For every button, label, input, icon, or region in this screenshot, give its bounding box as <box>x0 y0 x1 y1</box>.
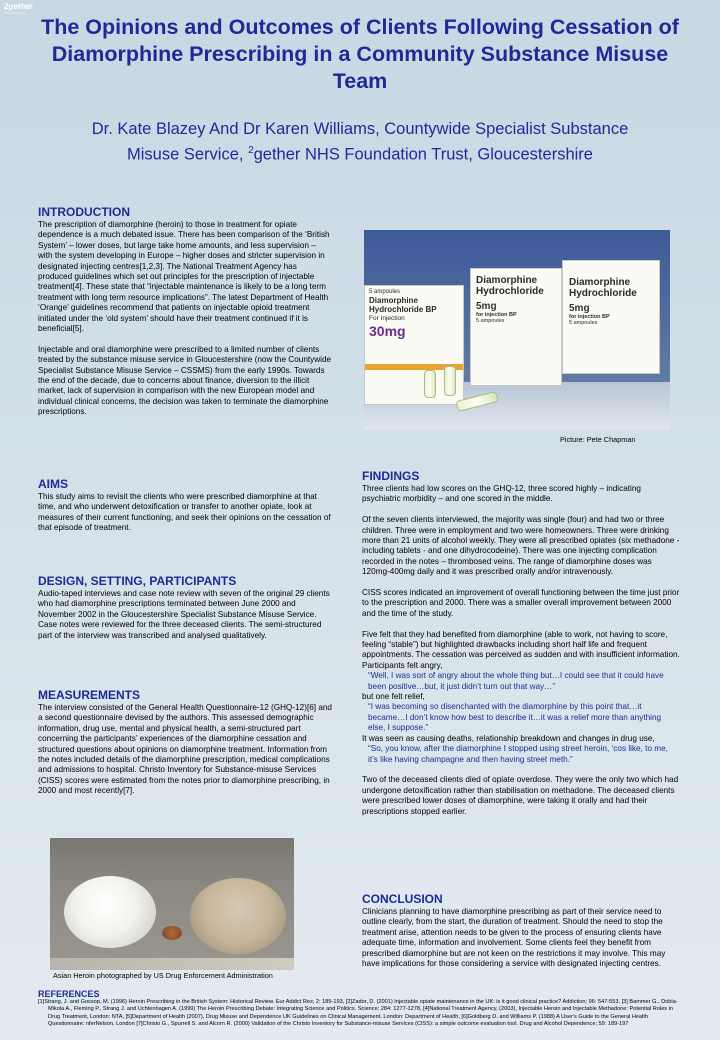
ampoule-1 <box>424 370 436 398</box>
findings-paragraph-2: Of the seven clients interviewed, the majority was single (four) and had two or three children. Three were in employment and two were homeowners. Three were drinking more than 21 units of alcohol weekly. They were all prescribed opiates (six methadone - including tablets - and one dihydrocodeine). There was one injecting complication recorded in the notes – thrombosed veins. The range of diamorphine doses was 120mg-400mg daily and it was prescribed orally and/or intravenously. <box>362 515 680 577</box>
conclusion-heading: CONCLUSION <box>362 892 443 906</box>
box-5mg-back <box>562 260 660 374</box>
box-30mg-dose: 30mg <box>369 323 406 339</box>
references-section <box>38 989 684 1029</box>
aims-section <box>38 478 332 544</box>
heroin-powder-photo <box>50 838 294 970</box>
box-5mg-back-dose: 5mg <box>569 303 590 314</box>
box-30mg-count: 5 ampoules <box>369 289 401 295</box>
design-heading: DESIGN, SETTING, PARTICIPANTS <box>38 574 237 588</box>
conclusion-paragraph: Clinicians planning to have diamorphine prescribing as part of their service need to outline clearly, from the start, the duration of treatment. Should the need to stop the treatment arise, attention needs to be given to the process of ensuring clients have adequate time, information and involvement. Some clients feel they benefit from prescribed diamorphine but are not keen on the restrictions it may involve. This may have implications for those considering a service with designated injecting centres. <box>362 907 666 969</box>
measurements-paragraph: The interview consisted of the General Health Questionnaire-12 (GHQ-12)[6] and a second questionnaire devised by the authors. This assessed demographic information, drug use, mental and physical health, a semi-structured part concerning the participants’ experiences of the diamorphine cessation and structured questions about opinions on diamorphine treatment. Information from the notes included details of the diamorphine prescription, medical complications and admissions to hospital. Christo Inventory for Substance-misuse Services (CISS) scores were estimated from the notes prior to diamorphine prescribing, in 2000 and most recently[7]. <box>38 703 332 796</box>
introduction-paragraph-1: The prescription of diamorphine (heroin) to those in treatment for opiate dependence is a much debated issue. There has been comparison of the ‘British System’ – lower doses, but large take home amounts, and less supervision – with the system developing in Europe – higher doses and stricter supervision in designated injecting centres[1,2,3]. The National Treatment Agency has produced guidelines which set out principles for the prescription of injectable treatment[4]. These state that “injectable maintenance is likely to be a long term treatment with long term resource implications”. The latest Department of Health ‘Orange’ guidelines recommend that patients on injectable opioid treatment initiated under the ‘old system’ should have their treatment continued if it is beneficial[5]. <box>38 220 330 334</box>
authors-line-2 <box>30 140 690 166</box>
box-5mg-front <box>470 268 562 386</box>
diamorphine-boxes-photo <box>364 230 670 430</box>
box-5mg-front-sub: for injection BP <box>476 312 517 318</box>
box-5mg-back-sub: for injection BP <box>569 314 610 320</box>
measurements-section <box>38 689 332 807</box>
photo1-caption: Picture: Pete Chapman <box>560 435 636 444</box>
introduction-heading: INTRODUCTION <box>38 205 130 219</box>
findings-quote-1: “Well, I was sort of angry about the whole thing but…I could see that it could have been positive…but, it just didn’t turn out that way…” <box>368 671 664 691</box>
white-powder-pile <box>64 876 156 948</box>
poster-title: The Opinions and Outcomes of Clients Following Cessation of Diamorphine Prescribing in a Community Substance Misuse Team <box>41 15 679 93</box>
logo-brand: 2gether <box>4 2 33 11</box>
findings-section <box>362 470 680 827</box>
findings-text-3: It was seen as causing deaths, relationship breakdown and changes in drug use, <box>362 733 655 743</box>
coin <box>162 926 182 940</box>
findings-paragraph-5: Two of the deceased clients died of opiate overdose. They were the only two which had undergone detoxification rather than stabilisation on methadone. The deceased clients were prescribed lower doses of diamorphine, were taking it orally and had their prescriptions stopped earlier. <box>362 775 679 816</box>
box-30mg-sub: For Injection <box>369 315 405 322</box>
box-5mg-front-dose: 5mg <box>476 301 497 312</box>
findings-text-2: but one felt relief, <box>362 692 425 702</box>
ruler-strip <box>50 958 294 970</box>
box-30mg-name: Diamorphine Hydrochloride BP <box>369 296 437 314</box>
aims-paragraph: This study aims to revisit the clients who were prescribed diamorphine at that time, and who underwent detoxification or transfer to another opiate, look at measures of their current functioning, and seek their opinions on the cessation of that episode of treatment. <box>38 492 331 533</box>
introduction-paragraph-2: Injectable and oral diamorphine were prescribed to a limited number of clients treated by the substance misuse service in Gloucestershire (now the Countywide Specialist Substance Misuse Service – CSSMS) from the early 1990s. Towards the end of the decade, due to concerns about finance, diversion to the illicit market, lack of supervision in comparison with the new European model and individual clinical concerns, the decision was taken to terminate the diamorphine prescriptions. <box>38 344 332 417</box>
logo-tagline: making life better <box>4 11 27 15</box>
authors-line-2-post: gether NHS Foundation Trust, Gloucestershire <box>253 145 593 164</box>
box-5mg-back-name: Diamorphine Hydrochloride <box>569 277 637 299</box>
box-5mg-front-count: 5 ampoules <box>476 318 505 324</box>
conclusion-section <box>362 893 680 980</box>
findings-paragraph-1: Three clients had low scores on the GHQ-12, three scored highly – indicating psychiatric morbidity – and one scored in the middle. <box>362 484 641 504</box>
ampoule-2 <box>444 366 456 396</box>
authors-superscript: 2 <box>248 145 254 156</box>
aims-heading: AIMS <box>38 477 68 491</box>
findings-quote-3: “So, you know, after the diamorphine I stopped using street heroin, ‘cos like, to me, it’s like having champagne and then having street meth.” <box>368 744 668 764</box>
measurements-heading: MEASUREMENTS <box>38 688 141 702</box>
brown-powder-pile <box>190 878 286 954</box>
box-5mg-front-name: Diamorphine Hydrochloride <box>476 275 544 297</box>
design-paragraph: Audio-taped interviews and case note review with seven of the original 29 clients who had diamorphine prescriptions terminated between June 2000 and November 2002 in the Gloucestershire Specialist Substance Misuse Service. Case notes were reviewed for the three deceased clients. The semi-structured part of the interview was transcribed and analysed qualitatively. <box>38 589 330 640</box>
findings-quote-2: “I was becoming so disenchanted with the diamorphine by this point that…it became…I don’t know how best to describe it…it was a relief more than anything else, I suppose.” <box>368 702 662 733</box>
introduction-section <box>38 206 332 428</box>
findings-heading: FINDINGS <box>362 469 420 483</box>
design-section <box>38 575 332 651</box>
findings-paragraph-4: Five felt that they had benefited from diamorphine (able to work, not having to score, feeling “stable”) but highlighted drawbacks including short half life and frequent appointments. The cessation was perceived as sudden and with insufficient information. Participants felt angry, <box>362 629 680 670</box>
findings-paragraph-3: CISS scores indicated an improvement of overall functioning between the time just prior to the prescription and 2000. There was a smaller overall improvement between 2000 and the time of the study. <box>362 588 680 618</box>
authors <box>30 118 690 166</box>
photo2-caption: Asian Heroin photographed by US Drug Enforcement Administration <box>53 971 273 980</box>
box-5mg-back-count: 5 ampoules <box>569 320 598 326</box>
references-text: [1]Strang, J. and Gossop, M. (1996) Heroin Prescribing in the British System: Historical Review. Eur Addict Res; 2: 185-193, [2]Zador, D. (2001) Injectable opiate maintenance in the UK: is it good clinical practice? Addiction; 96: 547-553, [3] Bammer G., Dobla-Mikola A., Fleming P., Strang J. and Uchtenhagen A. (1999) The Heroin Prescribing Debate: Integrating Science and Politics. Science; 284: 1277-1278, [4]National Treatment Agency, (2003), Injectable Heroin and Injectable Methadone: Potential Roles in Drug Treatment, London: NTA, [5]Department of Health (2007), Drug Misuse and Dependence UK Guidelines on Clinical Management. London: Department of Health, [6]Goldberg D. and Williams P. (1988) A User's Guide to the General Health Questionnaire: nferNelson, London [7]Christo G., Spurrell S. and Alcorn R. (2000) Validation of the Christo Inventory for Substance-misuse Services (CISS): a simple outcome evaluation tool. Drug and Alcohol Dependence; 59: 189-197 <box>38 999 678 1028</box>
authors-line-2-pre: Misuse Service, <box>127 145 249 164</box>
references-heading: REFERENCES <box>38 989 100 999</box>
authors-line-1: Dr. Kate Blazey And Dr Karen Williams, Countywide Specialist Substance <box>91 120 629 138</box>
